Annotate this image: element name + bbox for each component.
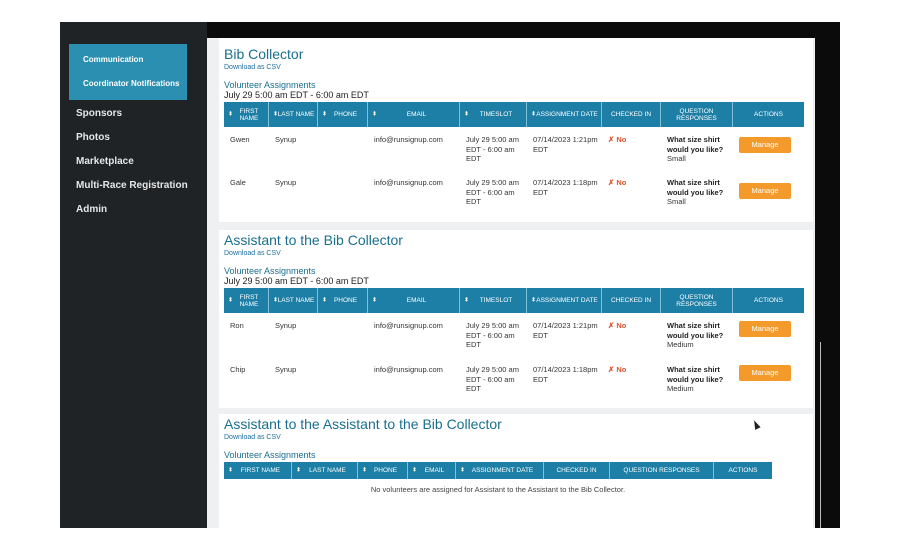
sort-icon: ⬍ bbox=[464, 111, 470, 117]
cell-email: info@runsignup.com bbox=[374, 135, 443, 144]
cell-phone bbox=[318, 365, 368, 394]
sort-icon: ⬍ bbox=[273, 111, 279, 117]
manage-button[interactable]: Manage bbox=[739, 137, 791, 153]
sort-icon: ⬍ bbox=[464, 297, 470, 303]
col-actions: ACTIONS bbox=[754, 297, 783, 304]
table-row bbox=[224, 135, 804, 164]
cell-assignment-date: 07/14/2023 1:21pm EDT bbox=[533, 321, 598, 340]
x-icon: ✗ bbox=[608, 135, 615, 144]
table-header bbox=[224, 288, 804, 313]
col-last-name[interactable]: ⬍ LAST NAME bbox=[269, 102, 318, 127]
checked-in-value: No bbox=[616, 135, 627, 144]
sidebar-item-photos[interactable]: Photos bbox=[76, 132, 110, 143]
checked-in-value: No bbox=[616, 321, 627, 330]
col-phone[interactable]: ⬍ PHONE bbox=[318, 102, 368, 127]
cell-first-name: Gwen bbox=[230, 135, 250, 144]
sort-icon: ⬍ bbox=[228, 297, 234, 303]
col-phone[interactable]: ⬍ PHONE bbox=[318, 288, 368, 313]
answer-text: Medium bbox=[667, 384, 694, 393]
cell-last-name: Synup bbox=[275, 321, 297, 330]
section-assistant-to-the-bib-collector bbox=[219, 230, 813, 408]
cell-timeslot: July 29 5:00 am EDT - 6:00 am EDT bbox=[466, 365, 519, 393]
checked-in-value: No bbox=[616, 365, 627, 374]
cell-checked-in[interactable] bbox=[602, 135, 661, 164]
question-text: What size shirt would you like? bbox=[667, 365, 724, 384]
cell-checked-in[interactable] bbox=[602, 321, 661, 350]
sort-icon: ⬍ bbox=[412, 467, 418, 473]
cell-question-responses bbox=[661, 365, 733, 394]
volunteer-assignments-heading: Volunteer Assignments bbox=[224, 80, 316, 90]
question-text: What size shirt would you like? bbox=[667, 178, 724, 197]
section-assistant-to-the-assistant bbox=[219, 414, 813, 528]
answer-text: Small bbox=[667, 154, 686, 163]
col-phone[interactable]: ⬍ PHONE bbox=[358, 462, 408, 479]
cell-actions bbox=[733, 365, 804, 394]
table-row bbox=[224, 321, 804, 350]
cell-phone bbox=[318, 178, 368, 207]
cell-phone bbox=[318, 135, 368, 164]
download-csv-link[interactable]: Download as CSV bbox=[224, 64, 281, 71]
cell-question-responses bbox=[661, 321, 733, 350]
col-actions: ACTIONS bbox=[728, 467, 758, 474]
sort-icon: ⬍ bbox=[322, 297, 328, 303]
cell-last-name: Synup bbox=[275, 178, 297, 187]
col-actions: ACTIONS bbox=[754, 111, 783, 118]
question-text: What size shirt would you like? bbox=[667, 135, 724, 154]
answer-text: Small bbox=[667, 197, 686, 206]
sort-icon: ⬍ bbox=[372, 297, 378, 303]
cell-first-name: Gale bbox=[230, 178, 246, 187]
answer-text: Medium bbox=[667, 340, 694, 349]
sort-icon: ⬍ bbox=[531, 297, 537, 303]
col-assignment-date[interactable]: ⬍ ASSIGNMENT DATE bbox=[527, 102, 602, 127]
manage-button[interactable]: Manage bbox=[739, 321, 791, 337]
sort-icon: ⬍ bbox=[362, 467, 368, 473]
download-csv-link[interactable]: Download as CSV bbox=[224, 434, 281, 441]
cell-timeslot: July 29 5:00 am EDT - 6:00 am EDT bbox=[466, 178, 519, 206]
sidebar-item-communication[interactable]: Communication bbox=[83, 55, 144, 64]
col-email[interactable]: ⬍ EMAIL bbox=[408, 462, 456, 479]
cell-assignment-date: 07/14/2023 1:18pm EDT bbox=[533, 365, 598, 384]
cell-last-name: Synup bbox=[275, 365, 297, 374]
app-window bbox=[60, 22, 840, 528]
table-header bbox=[224, 102, 804, 127]
x-icon: ✗ bbox=[608, 365, 615, 374]
manage-button[interactable]: Manage bbox=[739, 365, 791, 381]
col-assignment-date[interactable]: ⬍ ASSIGNMENT DATE bbox=[456, 462, 544, 479]
sidebar-item-marketplace[interactable]: Marketplace bbox=[76, 156, 134, 167]
cell-assignment-date: 07/14/2023 1:18pm EDT bbox=[533, 178, 598, 197]
cell-actions bbox=[733, 178, 804, 207]
col-checked-in: CHECKED IN bbox=[602, 102, 661, 127]
table-row bbox=[224, 178, 804, 207]
download-csv-link[interactable]: Download as CSV bbox=[224, 250, 281, 257]
sidebar-item-coordinator-notifications[interactable]: Coordinator Notifications bbox=[83, 79, 180, 88]
sidebar-item-sponsors[interactable]: Sponsors bbox=[76, 108, 123, 119]
cell-actions bbox=[733, 135, 804, 164]
cell-email: info@runsignup.com bbox=[374, 365, 443, 374]
sidebar-item-multi-race-registration[interactable]: Multi-Race Registration bbox=[76, 180, 188, 191]
col-question-responses: QUESTION RESPONSES bbox=[661, 288, 733, 313]
cell-actions bbox=[733, 321, 804, 350]
volunteer-assignments-heading: Volunteer Assignments bbox=[224, 450, 316, 460]
sort-icon: ⬍ bbox=[460, 467, 466, 473]
sort-icon: ⬍ bbox=[372, 111, 378, 117]
col-assignment-date[interactable]: ⬍ ASSIGNMENT DATE bbox=[527, 288, 602, 313]
manage-button[interactable]: Manage bbox=[739, 183, 791, 199]
table-row bbox=[224, 365, 804, 394]
timeslot-heading: July 29 5:00 am EDT - 6:00 am EDT bbox=[224, 90, 369, 100]
empty-message: No volunteers are assigned for Assistant to the Assistant to the Bib Collector. bbox=[370, 485, 626, 494]
cell-last-name: Synup bbox=[275, 135, 297, 144]
sidebar bbox=[60, 22, 207, 528]
section-bib-collector bbox=[219, 38, 813, 222]
cell-timeslot: July 29 5:00 am EDT - 6:00 am EDT bbox=[466, 321, 519, 349]
col-question-responses: QUESTION RESPONSES bbox=[661, 102, 733, 127]
question-text: What size shirt would you like? bbox=[667, 321, 724, 340]
col-first-name[interactable]: ⬍ FIRST NAME bbox=[224, 102, 269, 127]
section-title: Bib Collector bbox=[224, 46, 304, 62]
col-email[interactable]: ⬍ EMAIL bbox=[368, 288, 460, 313]
section-title: Assistant to the Bib Collector bbox=[224, 232, 403, 248]
cell-question-responses bbox=[661, 178, 733, 207]
col-last-name[interactable]: ⬍ LAST NAME bbox=[269, 288, 318, 313]
volunteer-assignments-heading: Volunteer Assignments bbox=[224, 266, 316, 276]
cell-assignment-date: 07/14/2023 1:21pm EDT bbox=[533, 135, 598, 154]
col-first-name[interactable]: ⬍ FIRST NAME bbox=[224, 462, 292, 479]
col-checked-in: CHECKED IN bbox=[602, 288, 661, 313]
sort-icon: ⬍ bbox=[228, 111, 234, 117]
sidebar-submenu bbox=[69, 44, 187, 100]
cell-timeslot: July 29 5:00 am EDT - 6:00 am EDT bbox=[466, 135, 519, 163]
main-content bbox=[207, 38, 815, 528]
table-header bbox=[224, 462, 772, 479]
cell-question-responses bbox=[661, 135, 733, 164]
sort-icon: ⬍ bbox=[296, 467, 302, 473]
sort-icon: ⬍ bbox=[273, 297, 279, 303]
col-timeslot[interactable]: ⬍ TIMESLOT bbox=[460, 288, 527, 313]
cell-email: info@runsignup.com bbox=[374, 178, 443, 187]
sidebar-item-admin[interactable]: Admin bbox=[76, 204, 108, 215]
col-timeslot[interactable]: ⬍ TIMESLOT bbox=[460, 102, 527, 127]
col-question-responses: QUESTION RESPONSES bbox=[610, 462, 714, 479]
timeslot-heading: July 29 5:00 am EDT - 6:00 am EDT bbox=[224, 276, 369, 286]
col-first-name[interactable]: ⬍ FIRST NAME bbox=[224, 288, 269, 313]
sort-icon: ⬍ bbox=[228, 467, 234, 473]
scrollbar[interactable] bbox=[820, 342, 821, 528]
sort-icon: ⬍ bbox=[322, 111, 328, 117]
col-email[interactable]: ⬍ EMAIL bbox=[368, 102, 460, 127]
cell-first-name: Ron bbox=[230, 321, 244, 330]
cell-first-name: Chip bbox=[230, 365, 246, 374]
cell-checked-in[interactable] bbox=[602, 365, 661, 394]
col-checked-in: CHECKED IN bbox=[544, 462, 610, 479]
col-last-name[interactable]: ⬍ LAST NAME bbox=[292, 462, 358, 479]
sort-icon: ⬍ bbox=[531, 111, 537, 117]
cell-phone bbox=[318, 321, 368, 350]
x-icon: ✗ bbox=[608, 321, 615, 330]
cell-email: info@runsignup.com bbox=[374, 321, 443, 330]
cell-checked-in[interactable] bbox=[602, 178, 661, 207]
x-icon: ✗ bbox=[608, 178, 615, 187]
checked-in-value: No bbox=[616, 178, 627, 187]
section-title: Assistant to the Assistant to the Bib Collector bbox=[224, 416, 502, 432]
